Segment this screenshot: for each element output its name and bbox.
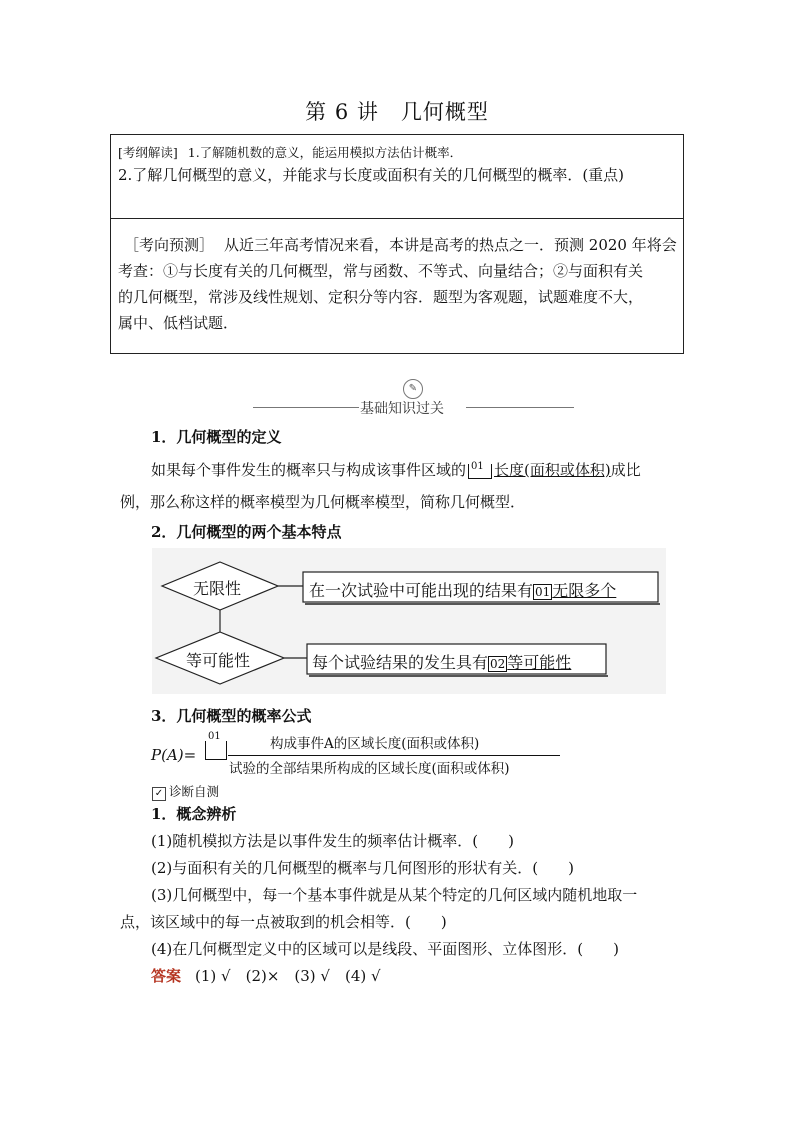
forecast-block: [118, 232, 678, 336]
forecast-line-2: 考查：①与长度有关的几何概型，常与函数、不等式、向量结合；②与面积有关: [118, 262, 644, 280]
outline-text-2: 2.了解几何概型的意义，并能求与长度或面积有关的几何概型的概率．(重点): [118, 166, 625, 184]
outline-text-1: 1.了解随机数的意义，能运用模拟方法估计概率．: [187, 145, 463, 160]
outline-line-1: [118, 143, 462, 161]
node-infinite-desc: 在一次试验中可能出现的结果有 01 无限多个: [309, 581, 617, 600]
s1-answer: 长度(面积或体积): [494, 461, 611, 479]
answer-number-box-1: 01: [535, 584, 551, 599]
node-equal: 等可能性: [186, 651, 251, 670]
node-infinite: 无限性: [193, 579, 242, 598]
page-title: 第 6 讲 几何概型: [305, 100, 489, 124]
box-divider: [111, 218, 683, 219]
diag-item-2: (2)与面积有关的几何概型的概率与几何图形的形状有关．( ): [151, 859, 574, 877]
s2-heading: 2．几何概型的两个基本特点: [151, 523, 342, 541]
s1-paragraph-line-2: 例，那么称这样的概率模型为几何概率模型，简称几何概型．: [120, 493, 526, 511]
section-title: 基础知识过关: [360, 401, 444, 417]
diagnosis-label: ✓ 诊断自测: [152, 782, 219, 801]
node-equal-desc: 每个试验结果的发生具有 02 等可能性: [312, 653, 572, 672]
formula-badge: 01: [203, 740, 229, 760]
formula-denominator: 试验的全部结果所构成的区域长度(面积或体积): [229, 761, 510, 777]
forecast-line-3: 的几何概型，常涉及线性规划、定积分等内容．题型为客观题，试题难度不大，: [118, 288, 644, 306]
answer-text: (1) √ (2)× (3) √ (4) √: [195, 967, 381, 985]
answer-number-badge: 01: [468, 464, 492, 479]
diag-item-4: (4)在几何概型定义中的区域可以是线段、平面图形、立体图形．( ): [151, 940, 619, 958]
diag-item-1: (1)随机模拟方法是以事件发生的频率估计概率．( ): [151, 832, 514, 850]
node-infinite-answer: 无限多个: [552, 581, 617, 600]
forecast-line-1: ［考向预测］ 从近三年高考情况来看，本讲是高考的热点之一．预测 2020 年将会: [124, 236, 677, 254]
s1-paragraph-line-1: 如果每个事件发生的概率只与构成该事件区域的 01 长度(面积或体积)成比: [151, 460, 641, 479]
section-leaf-icon: ✎: [403, 379, 423, 399]
outline-tag: [考纲解读]: [118, 145, 178, 160]
section-rule-left: [253, 407, 359, 408]
forecast-line-4: 属中、低档试题．: [118, 314, 239, 332]
diag-item-3: (3)几何概型中，每一个基本事件就是从某个特定的几何区域内随机地取一: [151, 886, 638, 904]
section-rule-right: [466, 407, 574, 408]
diag-item-3-cont: 点，该区域中的每一点被取到的机会相等．( ): [120, 913, 447, 931]
s1-heading: 1．几何概型的定义: [151, 428, 282, 446]
forecast-tag: ［考向预测］: [124, 236, 215, 254]
check-icon: ✓: [152, 787, 166, 801]
s3-heading: 3．几何概型的概率公式: [151, 707, 312, 725]
outline-box: [110, 134, 684, 354]
formula-lhs: P(A)=: [151, 746, 197, 764]
diag-heading: 1．概念辨析: [151, 805, 237, 823]
answer-number-box-2: 02: [490, 656, 506, 671]
fraction-bar: [228, 755, 560, 756]
answer-label: 答案: [151, 967, 182, 985]
diag-answer-line: [151, 963, 381, 989]
node-equal-answer: 等可能性: [507, 653, 572, 672]
formula-numerator: 构成事件A的区域长度(面积或体积): [270, 736, 480, 752]
